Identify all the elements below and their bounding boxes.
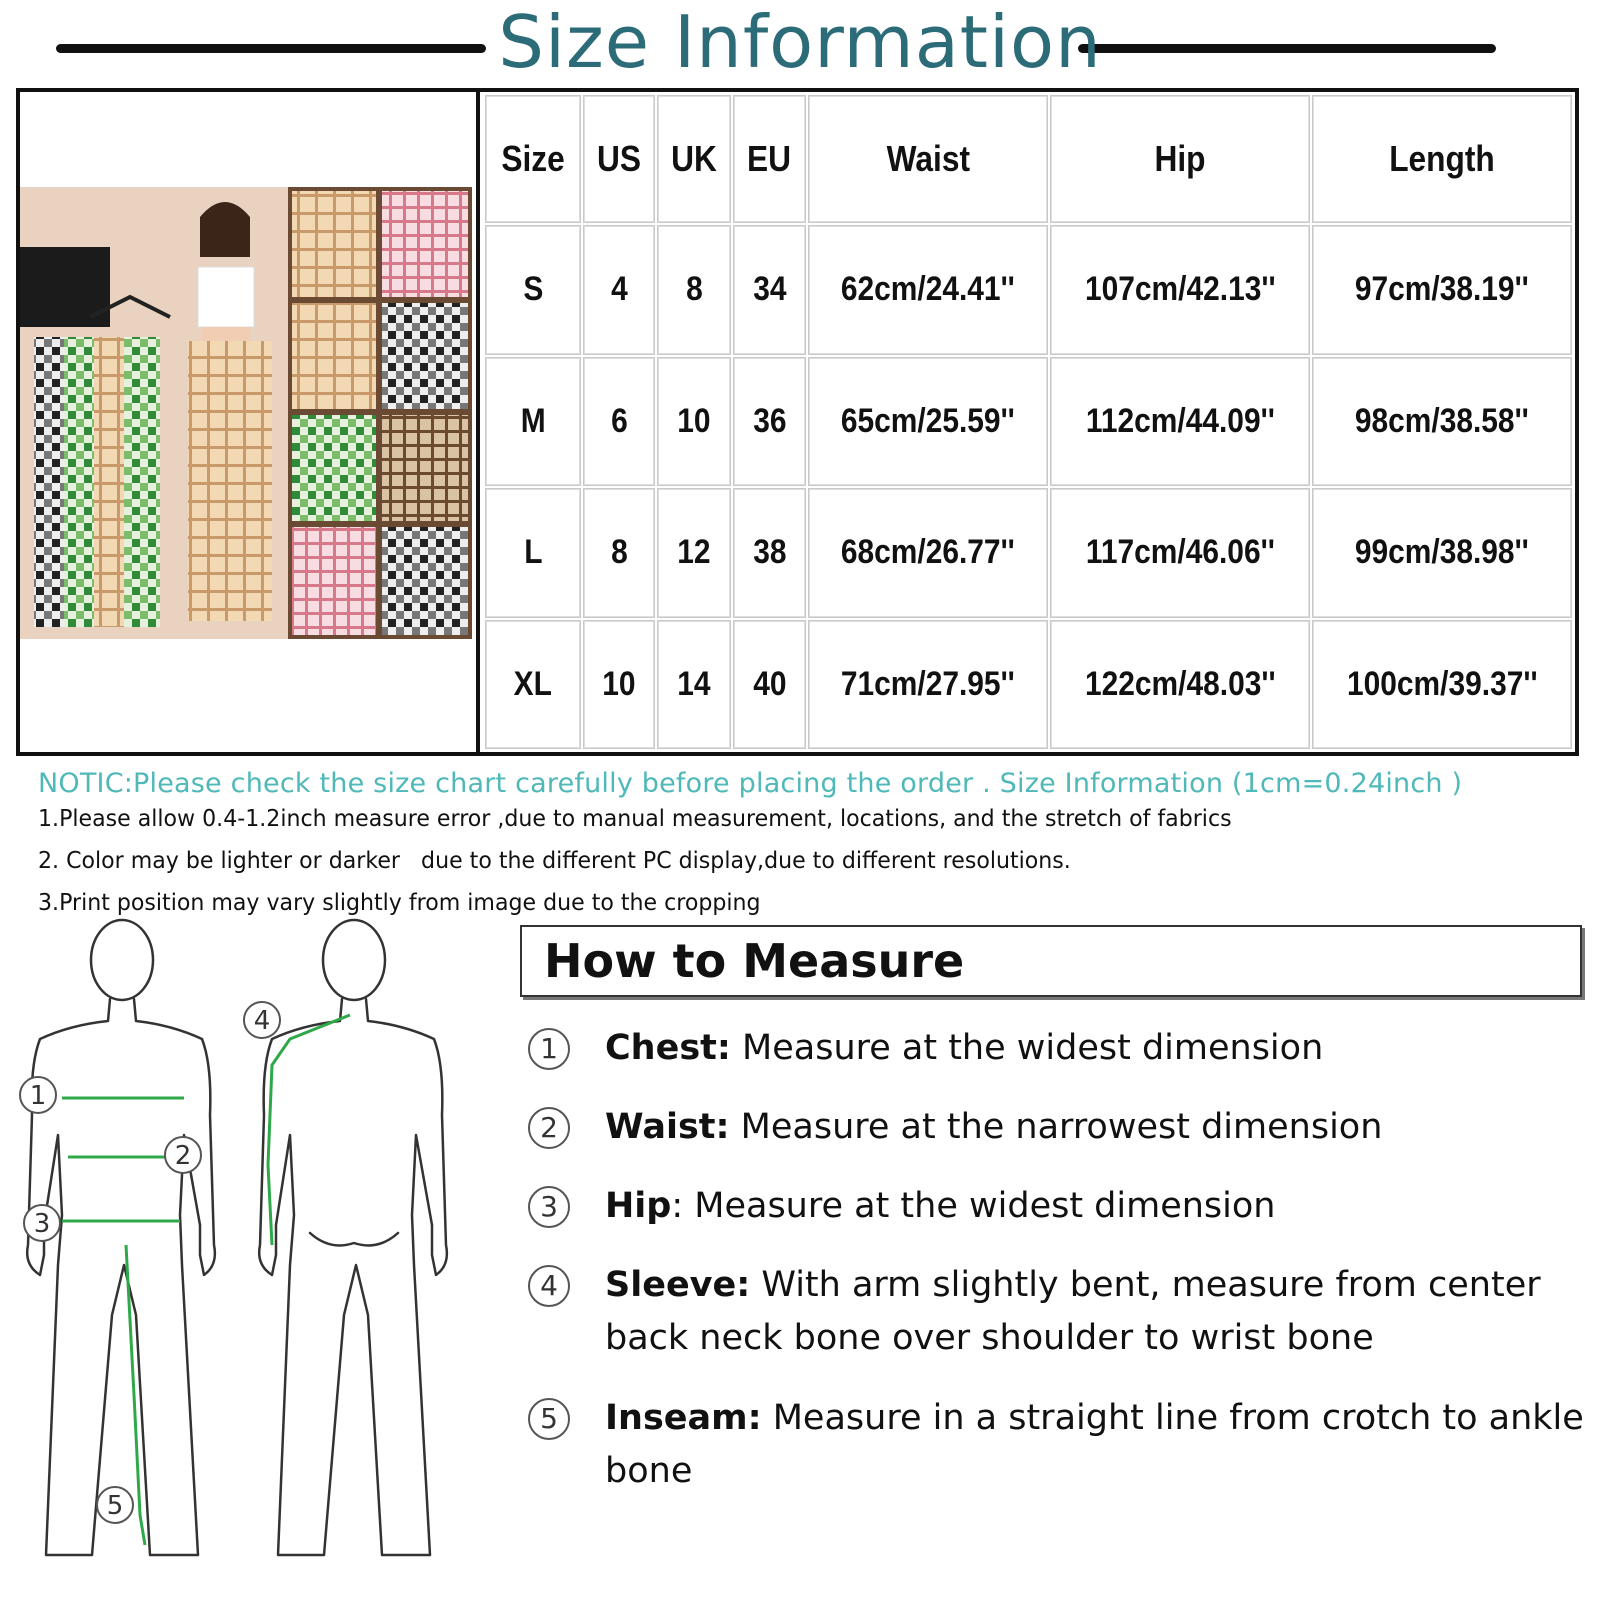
svg-text:3: 3 [33,1209,51,1239]
size-chart [16,88,1579,756]
cell-uk: 14 [658,621,730,749]
cell-us: 6 [584,358,654,486]
note-1: 1.Please allow 0.4-1.2inch measure error ,due to manual measurement, locations, and the stretch of fabrics [38,806,1232,832]
how-to-measure-header [520,925,1582,997]
svg-text:2: 2 [174,1141,192,1171]
marker-5 [97,1487,133,1523]
measure-desc: : Measure at the widest dimension [671,1186,1276,1226]
cell-eu: 40 [734,621,805,749]
how-to-measure-title: How to Measure [544,934,965,988]
cell-hip: 117cm/46.06'' [1051,489,1309,617]
svg-text:4: 4 [253,1006,271,1036]
marker-1 [20,1077,56,1113]
cell-uk: 10 [658,358,730,486]
note-3: 3.Print position may vary slightly from image due to the cropping [38,890,761,916]
cell-uk: 8 [658,226,730,354]
header-waist: Waist [809,96,1047,222]
cell-hip: 122cm/48.03'' [1051,621,1309,749]
measure-term: Hip [605,1186,672,1226]
marker-2 [165,1137,201,1173]
measure-item-hip [605,1180,1585,1233]
cell-hip: 107cm/42.13'' [1051,226,1309,354]
cell-eu: 38 [734,489,805,617]
step-number-1: 1 [528,1028,570,1070]
measure-term: Waist: [605,1107,730,1147]
product-photo [20,187,472,639]
cell-length: 99cm/38.98'' [1313,489,1571,617]
measure-term: Sleeve: [605,1265,751,1305]
cell-hip: 112cm/44.09'' [1051,358,1309,486]
svg-text:5: 5 [106,1491,124,1521]
table-row [486,489,1571,617]
header-uk: UK [658,96,730,222]
cell-length: 98cm/38.58'' [1313,358,1571,486]
cell-uk: 12 [658,489,730,617]
notice-text: NOTIC:Please check the size chart carefully before placing the order . Size Information (1cm=0.24inch ) [38,768,1463,799]
cell-us: 4 [584,226,654,354]
cell-length: 100cm/39.37'' [1313,621,1571,749]
header-eu: EU [734,96,805,222]
measure-term: Inseam: [605,1398,762,1438]
measure-item-sleeve [605,1259,1585,1365]
cell-us: 10 [584,621,654,749]
note-2: 2. Color may be lighter or darker due to the different PC display,due to different resolutions. [38,848,1071,874]
cell-waist: 71cm/27.95'' [809,621,1047,749]
header-us: US [584,96,654,222]
measure-item-chest [605,1022,1585,1075]
cell-size: M [486,358,580,486]
size-table [482,92,1575,752]
measure-item-inseam [605,1392,1585,1498]
header-length: Length [1313,96,1571,222]
measure-item-waist [605,1101,1585,1154]
cell-size: XL [486,621,580,749]
svg-text:1: 1 [29,1081,47,1111]
measure-desc: Measure at the widest dimension [730,1028,1324,1068]
cell-size: L [486,489,580,617]
cell-waist: 65cm/25.59'' [809,358,1047,486]
step-number-4: 4 [528,1265,570,1307]
table-row [486,226,1571,354]
step-number-5: 5 [528,1398,570,1440]
cell-waist: 62cm/24.41'' [809,226,1047,354]
header-size: Size [486,96,580,222]
table-row [486,358,1571,486]
marker-3 [24,1205,60,1241]
cell-size: S [486,226,580,354]
measure-desc: With arm slightly bent, measure from center back neck bone over shoulder to wrist bone [605,1265,1541,1358]
header-hip: Hip [1051,96,1309,222]
measure-term: Chest: [605,1028,731,1068]
measure-desc: Measure at the narrowest dimension [729,1107,1383,1147]
cell-length: 97cm/38.19'' [1313,226,1571,354]
step-number-2: 2 [528,1107,570,1149]
cell-eu: 34 [734,226,805,354]
step-number-3: 3 [528,1186,570,1228]
product-photo-cell [20,92,480,752]
page-title: Size Information [498,0,1102,84]
marker-4 [244,1002,280,1038]
measure-desc: Measure in a straight line from crotch to ankle bone [605,1398,1584,1491]
cell-us: 8 [584,489,654,617]
cell-waist: 68cm/26.77'' [809,489,1047,617]
table-row [486,621,1571,749]
cell-eu: 36 [734,358,805,486]
body-measurement-diagram [0,915,480,1595]
